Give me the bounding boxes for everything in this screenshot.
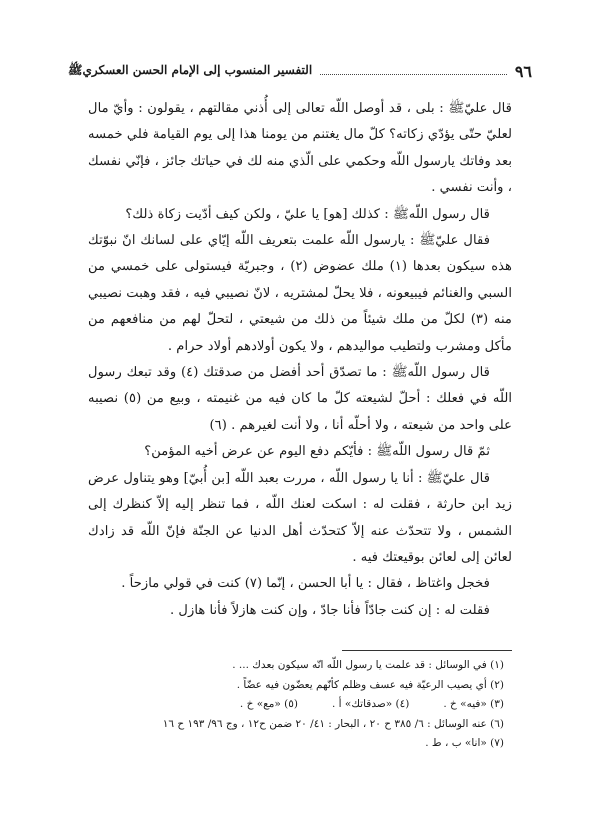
footnote-rule xyxy=(342,650,512,651)
footnote: (٢) أي يصيب الرعيّة فيه عسف وظلم كأنّهم يعضّون فيه عضّاً . xyxy=(236,678,504,691)
paragraph: ثمّ قال رسول اللّهﷺ : فأيّكم دفع اليوم عن عرض أخيه المؤمن؟ xyxy=(144,444,490,460)
paragraph: قال عليّﷺ : أنا يا رسول اللّه ، مررت بعبد اللّه [بن أُبيّ] وهو يتناول عرض زيد ابن حارثة ، فقلت له : اسكت لعنك اللّه ، فما تنظر إليه إلاّ كنظرك إلى الشمس ، ولا تتحدّث عنه إلاّ كتحدّث أهل الدنيا عن الجنّة فإنّ اللّه قد زادك لعائن إلى لعائن بوقيعتك فيه . xyxy=(88,470,512,565)
page-header xyxy=(68,58,532,84)
paragraph: قال رسول اللّهﷺ : كذلك [هو] يا عليّ ، ولكن كيف أدّيت زكاة ذلك؟ xyxy=(125,206,490,222)
footnote: (٦) عنه الوسائل : ٦/ ٣٨٥ ح ٢٠ ، البحار : ٤١/ ٢٠ ضمن ح١٢ ، وج ٩٦/ ١٩٣ ح ١٦ xyxy=(162,717,504,730)
paragraph: فقلت له : إن كنت جادّاً فأنا جادّ ، وإن كنت هازلاً فأنا هازل . xyxy=(170,602,490,618)
header-dotted-rule xyxy=(320,74,507,75)
footnote: (٧) «انا» ب ، ط . xyxy=(425,737,504,749)
running-title: التفسير المنسوب إلى الإمام الحسن العسكريﷺ xyxy=(68,62,313,77)
paragraph: قال عليّﷺ : بلى ، قد أوصل اللّه تعالى إلى أُذني مقالتهم ، يقولون : وأيّ مال لعليّ حتّى يؤدّي زكاته؟ كلّ مال يغتنم من يومنا هذا إلى يوم القيامة فلي خمسه بعد وفاتك يارسول اللّه وحكمي على الّذي منه لك في حياتك جائز ، فإنّي نفسك ، وأنت نفسي . xyxy=(88,101,512,196)
main-text xyxy=(88,96,512,624)
paragraph: فقال عليّﷺ : يارسول اللّه علمت بتعريف اللّه إيّاي على لسانك انّ نبوّتك هذه سيكون بعدها (١) ملك عضوض (٢) ، وجبريّة فيستولى على خمسي من السبي والغنائم فيبيعونه ، فلا يحلّ لمشتريه ، لانّ نصيبي فيه ، فقد وهبت نصيبي منه (٣) لكلّ من ملك شيئاً من ذلك من شيعتي ، لتحلّ لهم من منافعهم من مأكل ومشرب ولتطيب مواليدهم ، ولا يكون أولادهم أولاد حرام . xyxy=(88,233,512,354)
page-number: ٩٦ xyxy=(514,61,532,81)
footnote: (١) في الوسائل : قد علمت يا رسول اللّه انّه سيكون بعدك ... . xyxy=(232,659,504,671)
paragraph: فخجل واغتاظ ، فقال : يا أبا الحسن ، إنّما (٧) كنت في قولي مازحاً . xyxy=(121,576,490,592)
footnotes xyxy=(88,656,504,754)
footnote: (٥) «مع» خ . xyxy=(239,698,298,710)
paragraph: قال رسول اللّهﷺ : ما تصدّق أحد أفضل من صدقتك (٤) وقد تبعك رسول اللّه في فعلك : أحلّ لشيعته كلّ ما كان فيه من غنيمته ، وبيع من (٥) نصيبه على واحد من شيعته ، ولا أحلّه أنا ، ولا أنت لغيرهم . (٦) xyxy=(88,365,512,433)
footnote: (٣) «فيه» خ . xyxy=(443,698,504,710)
footnote: (٤) «صدقاتك» أ . xyxy=(331,698,410,710)
footnote-row xyxy=(88,695,504,715)
